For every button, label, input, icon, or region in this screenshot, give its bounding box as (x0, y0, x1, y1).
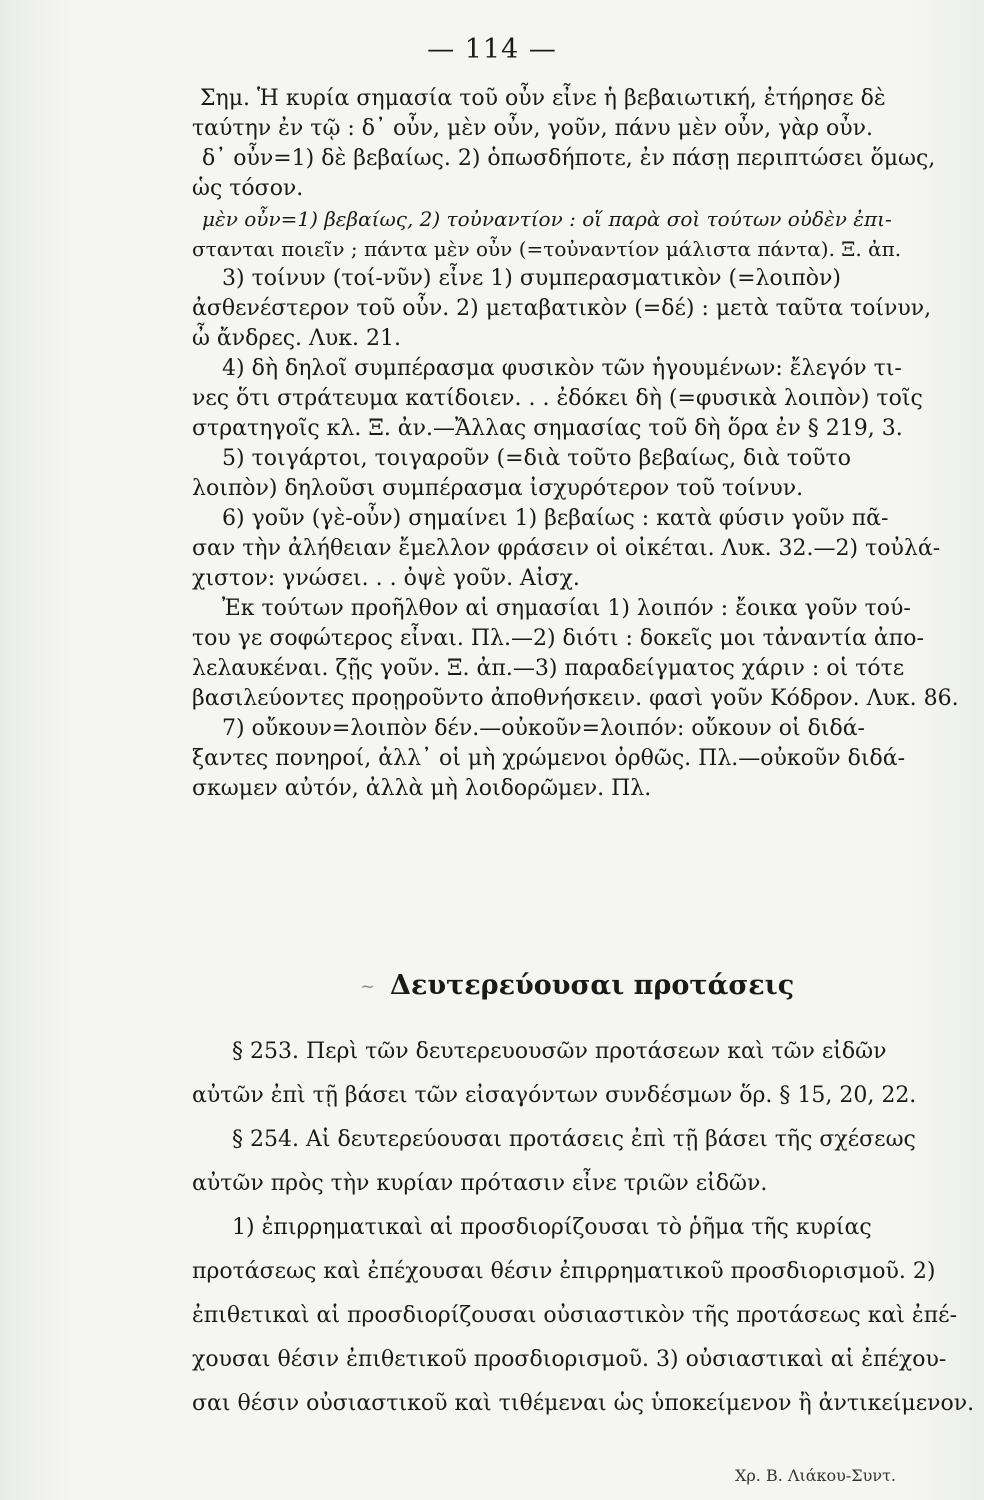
text-line: του γε σοφώτερος εἶναι. Πλ.—2) διότι : δοκεῖς μοι τἀναντία ἀπο- (192, 626, 924, 651)
text-line: 5) τοιγάρτοι, τοιγαροῦν (=διὰ τοῦτο βεβαίως, διὰ τοῦτο (222, 446, 851, 471)
text-line: προτάσεως καὶ ἐπέχουσαι θέσιν ἐπιρρηματικοῦ προσδιορισμοῦ. 2) (192, 1259, 936, 1284)
text-line: Ἐκ τούτων προῆλθον αἱ σημασίαι 1) λοιπόν : ἔοικα γοῦν τού- (222, 596, 911, 621)
text-line: 4) δὴ δηλοῖ συμπέρασμα φυσικὸν τῶν ἡγουμένων: ἔλεγόν τι- (222, 356, 902, 381)
text-line: 3) τοίνυν (τοί-νῦν) εἶνε 1) συμπερασματικὸν (=λοιπὸν) (222, 266, 842, 291)
text-line: αὐτῶν ἐπὶ τῇ βάσει τῶν εἰσαγόντων συνδέσμων ὅρ. § 15, 20, 22. (192, 1083, 917, 1108)
text-line: ἐπιθετικαὶ αἱ προσδιορίζουσαι οὐσιαστικὸν τῆς προτάσεως καὶ ἐπέ- (192, 1303, 958, 1328)
text-line: στρατηγοῖς κλ. Ξ. ἀν.—Ἄλλας σημασίας τοῦ δὴ ὅρα ἐν § 219, 3. (192, 416, 903, 441)
text-line: δ᾽ οὖν=1) δὲ βεβαίως. 2) ὁπωσδήποτε, ἐν πάσῃ περιπτώσει ὅμως, (202, 146, 936, 171)
note-text-block (192, 84, 964, 804)
text-line: σκωμεν αὐτόν, ἀλλὰ μὴ λοιδορῶμεν. Πλ. (192, 776, 652, 801)
pencil-mark-icon: ~ (360, 976, 376, 997)
text-line: σαι θέσιν οὐσιαστικοῦ καὶ τιθέμεναι ὡς ὑποκείμενον ἢ ἀντικείμενον. (192, 1391, 975, 1416)
text-line: ὦ ἄνδρες. Λυκ. 21. (192, 326, 402, 351)
text-line: 7) οὔκουν=λοιπὸν δέν.—οὐκοῦν=λοιπόν: οὔκουν οἱ διδά- (222, 716, 865, 741)
text-line: λοιπὸν) δηλοῦσι συμπέρασμα ἰσχυρότερον τοῦ τοίνυν. (192, 476, 804, 501)
section-text-block (192, 1030, 975, 1426)
text-line: λελαυκέναι. ζῇς γοῦν. Ξ. ἀπ.—3) παραδείγματος χάριν : οἱ τότε (192, 656, 905, 681)
text-line: § 253. Περὶ τῶν δευτερευουσῶν προτάσεων καὶ τῶν εἰδῶν (232, 1039, 887, 1064)
text-line: ξαντες πονηροί, ἀλλ᾽ οἱ μὴ χρώμενοι ὀρθῶς. Πλ.—οὐκοῦν διδά- (192, 746, 906, 771)
text-line: Σημ. Ἡ κυρία σημασία τοῦ οὖν εἶνε ἡ βεβαιωτική, ἐτήρησε δὲ (200, 86, 886, 111)
text-line: § 254. Αἱ δευτερεύουσαι προτάσεις ἐπὶ τῇ βάσει τῆς σχέσεως (232, 1127, 916, 1152)
text-line: χουσαι θέσιν ἐπιθετικοῦ προσδιορισμοῦ. 3) οὐσιαστικαὶ αἱ ἐπέχου- (192, 1347, 947, 1372)
text-line: 1) ἐπιρρηματικαὶ αἱ προσδιορίζουσαι τὸ ῥῆμα τῆς κυρίας (232, 1215, 872, 1240)
section-heading: Δευτερεύουσαι προτάσεις (390, 970, 795, 1001)
text-line: αὐτῶν πρὸς τὴν κυρίαν πρότασιν εἶνε τριῶν εἰδῶν. (192, 1171, 768, 1196)
text-line: ἀσθενέστερον τοῦ οὖν. 2) μεταβατικὸν (=δέ) : μετὰ ταῦτα τοίνυν, (192, 296, 932, 321)
text-line: σαν τὴν ἀλήθειαν ἔμελλον φράσειν οἱ οἰκέται. Λυκ. 32.—2) τοὐλά- (192, 536, 941, 561)
footer-signature: Χρ. Β. Λιάκου-Συντ. (735, 1466, 896, 1485)
text-line: 6) γοῦν (γὲ-οὖν) σημαίνει 1) βεβαίως : κατὰ φύσιν γοῦν πᾶ- (222, 506, 889, 531)
text-line: μὲν οὖν=1) βεβαίως, 2) τοὐναντίον : οἵ παρὰ σοὶ τούτων οὐδὲν ἐπι- (202, 207, 892, 231)
page-number: — 114 — (427, 34, 557, 65)
text-line: νες ὅτι στράτευμα κατίδοιεν. . . ἐδόκει δὴ (=φυσικὰ λοιπὸν) τοῖς (192, 386, 923, 411)
text-line: ταύτην ἐν τῷ : δ᾽ οὖν, μὲν οὖν, γοῦν, πάνυ μὲν οὖν, γὰρ οὖν. (192, 116, 874, 141)
text-line: στανται ποιεῖν ; πάντα μὲν οὖν (=τοὐναντίον μάλιστα πάντα). Ξ. ἀπ. (192, 237, 902, 261)
text-line: ὡς τόσον. (192, 176, 304, 201)
text-line: βασιλεύοντες προῃροῦντο ἀποθνήσκειν. φασὶ γοῦν Κόδρον. Λυκ. 86. (192, 686, 959, 711)
text-line: χιστον: γνώσει. . . ὀψὲ γοῦν. Αἰσχ. (192, 566, 580, 591)
